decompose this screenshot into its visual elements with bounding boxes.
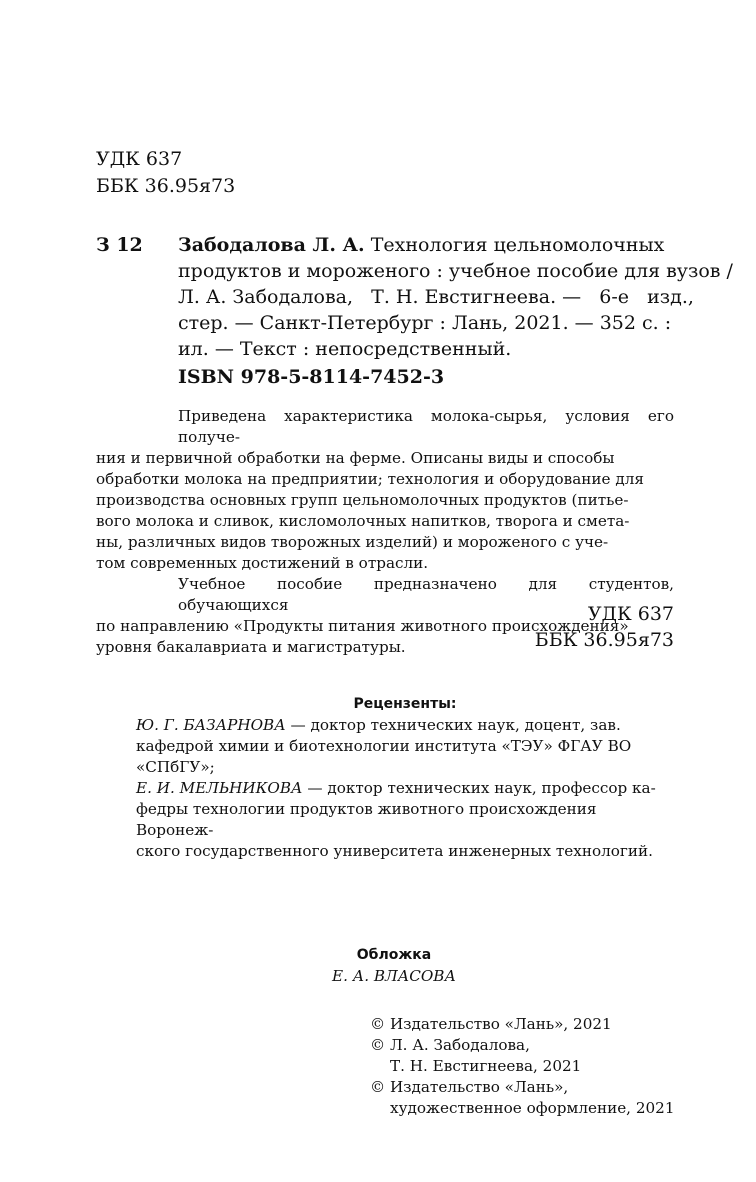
udk-bbk-bottom (535, 601, 674, 653)
annotation-paragraph-1 (96, 406, 674, 574)
reviewer-2-line: ского государственного университета инженерных технологий. (136, 842, 653, 860)
udk-code: УДК 637 (96, 148, 183, 170)
copyright-line (370, 1014, 680, 1035)
entry-line-3: Л. А. Забодалова, Т. Н. Евстигнеева. — 6-е изд., (178, 286, 694, 308)
copyright-line (370, 1035, 680, 1056)
copyright-block (370, 1014, 680, 1119)
copyright-holder-cont: художественное оформление, 2021 (390, 1099, 675, 1117)
annotation-line: ния и первичной обработки на ферме. Описаны виды и способы (96, 449, 615, 467)
annotation-line: Приведена характеристика молока-сырья, условия его получе- (178, 407, 674, 446)
reviewer-2-name: Е. И. МЕЛЬНИКОВА (136, 779, 303, 797)
reviewer-2-line: федры технологии продуктов животного происхождения Воронеж- (136, 800, 597, 839)
copyright-icon: © (370, 1036, 386, 1054)
reviewer-2 (136, 778, 674, 862)
reviewer-1-title: — доктор технических наук, доцент, зав. (285, 716, 621, 734)
annotation-line: том современных достижений в отрасли. (96, 554, 429, 572)
annotation-line: Учебное пособие предназначено для студентов, обучающихся (178, 575, 674, 614)
annotation-line: производства основных групп цельномолочных продуктов (питье- (96, 491, 629, 509)
annotation-line: по направлению «Продукты питания животного происхождения» (96, 617, 629, 635)
bbk-code: ББК 36.95я73 (534, 629, 674, 651)
copyright-holder: Л. А. Забодалова, (390, 1036, 530, 1054)
copyright-icon: © (370, 1078, 386, 1096)
annotation-line: уровня бакалавриата и магистратуры. (96, 638, 406, 656)
annotation-line: вого молока и сливок, кисломолочных напитков, творога и смета- (96, 512, 630, 530)
entry-title-start: Технология цельномолочных (364, 234, 665, 256)
bbk-code: ББК 36.95я73 (96, 175, 236, 197)
isbn: ISBN 978-5-8114-7452-3 (178, 366, 445, 388)
reviewers-heading: Рецензенты: (353, 696, 457, 712)
cover-designer: Е. А. ВЛАСОВА (332, 967, 456, 985)
cover-heading: Обложка (356, 947, 432, 963)
annotation-line: ны, различных видов творожных изделий) и мороженого с уче- (96, 533, 609, 551)
reviewers-block (136, 694, 674, 862)
copyright-holder: Издательство «Лань», 2021 (390, 1015, 612, 1033)
entry-line-1 (178, 232, 674, 258)
entry-line-5: ил. — Текст : непосредственный. (178, 338, 512, 360)
reviewer-1-line: кафедрой химии и биотехнологии института «ТЭУ» ФГАУ ВО (136, 737, 632, 755)
bibliographic-entry (96, 232, 733, 362)
reviewer-1-line: «СПбГУ»; (136, 758, 215, 776)
author-sign: З 12 (96, 234, 143, 256)
reviewer-2-title: — доктор технических наук, профессор ка- (302, 779, 656, 797)
copyright-holder: Издательство «Лань», (390, 1078, 569, 1096)
entry-line-2: продуктов и мороженого : учебное пособие для вузов / (178, 260, 733, 282)
reviewer-1-name: Ю. Г. БАЗАРНОВА (136, 716, 286, 734)
entry-line-4: стер. — Санкт-Петербург : Лань, 2021. — 352 с. : (178, 312, 672, 334)
entry-author: Забодалова Л. А. (178, 234, 365, 256)
copyright-icon: © (370, 1015, 386, 1033)
udk-bbk-top (96, 146, 235, 200)
reviewer-1 (136, 715, 674, 778)
copyright-holder-cont: Т. Н. Евстигнеева, 2021 (390, 1057, 582, 1075)
cover-credit (0, 945, 756, 987)
copyright-line (370, 1077, 680, 1098)
udk-code: УДК 637 (587, 603, 674, 625)
annotation-line: обработки молока на предприятии; технология и оборудование для (96, 470, 644, 488)
